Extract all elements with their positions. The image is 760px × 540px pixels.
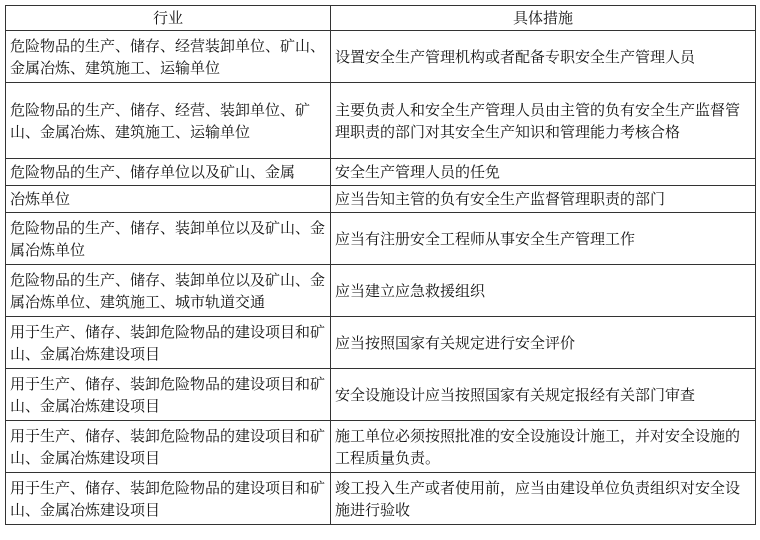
measure-cell: 设置安全生产管理机构或者配备专职安全生产管理人员 <box>331 31 756 83</box>
table-row <box>6 265 756 317</box>
industry-cell: 危险物品的生产、储存、经营装卸单位、矿山、金属冶炼、建筑施工、运输单位 <box>6 31 331 83</box>
industry-cell: 用于生产、储存、装卸危险物品的建设项目和矿山、金属冶炼建设项目 <box>6 421 331 473</box>
industry-cell: 冶炼单位 <box>6 186 331 213</box>
measure-cell: 应当建立应急救援组织 <box>331 265 756 317</box>
measures-table <box>5 5 756 525</box>
measure-cell: 安全设施设计应当按照国家有关规定报经有关部门审查 <box>331 369 756 421</box>
table-header-row <box>6 6 756 31</box>
measure-cell: 竣工投入生产或者使用前，应当由建设单位负责组织对安全设施进行验收 <box>331 473 756 525</box>
table-row <box>6 317 756 369</box>
measure-cell: 施工单位必须按照批准的安全设施设计施工，并对安全设施的工程质量负责。 <box>331 421 756 473</box>
industry-cell: 危险物品的生产、储存、装卸单位以及矿山、金属冶炼单位 <box>6 213 331 265</box>
table-row <box>6 369 756 421</box>
table-row <box>6 213 756 265</box>
table-row <box>6 421 756 473</box>
industry-cell: 危险物品的生产、储存单位以及矿山、金属 <box>6 159 331 186</box>
industry-cell: 危险物品的生产、储存、装卸单位以及矿山、金属冶炼单位、建筑施工、城市轨道交通 <box>6 265 331 317</box>
industry-cell: 用于生产、储存、装卸危险物品的建设项目和矿山、金属冶炼建设项目 <box>6 473 331 525</box>
industry-cell: 用于生产、储存、装卸危险物品的建设项目和矿山、金属冶炼建设项目 <box>6 317 331 369</box>
header-industry: 行业 <box>6 6 331 31</box>
industry-cell: 用于生产、储存、装卸危险物品的建设项目和矿山、金属冶炼建设项目 <box>6 369 331 421</box>
table-row <box>6 473 756 525</box>
table-row <box>6 83 756 159</box>
measure-cell: 应当有注册安全工程师从事安全生产管理工作 <box>331 213 756 265</box>
measure-cell: 应当按照国家有关规定进行安全评价 <box>331 317 756 369</box>
measure-cell: 安全生产管理人员的任免 <box>331 159 756 186</box>
table-row <box>6 159 756 186</box>
measure-cell: 应当告知主管的负有安全生产监督管理职责的部门 <box>331 186 756 213</box>
industry-cell: 危险物品的生产、储存、经营、装卸单位、矿山、金属冶炼、建筑施工、运输单位 <box>6 83 331 159</box>
measure-cell: 主要负责人和安全生产管理人员由主管的负有安全生产监督管理职责的部门对其安全生产知识和管理能力考核合格 <box>331 83 756 159</box>
table-row <box>6 186 756 213</box>
table-row <box>6 31 756 83</box>
header-measures: 具体措施 <box>331 6 756 31</box>
